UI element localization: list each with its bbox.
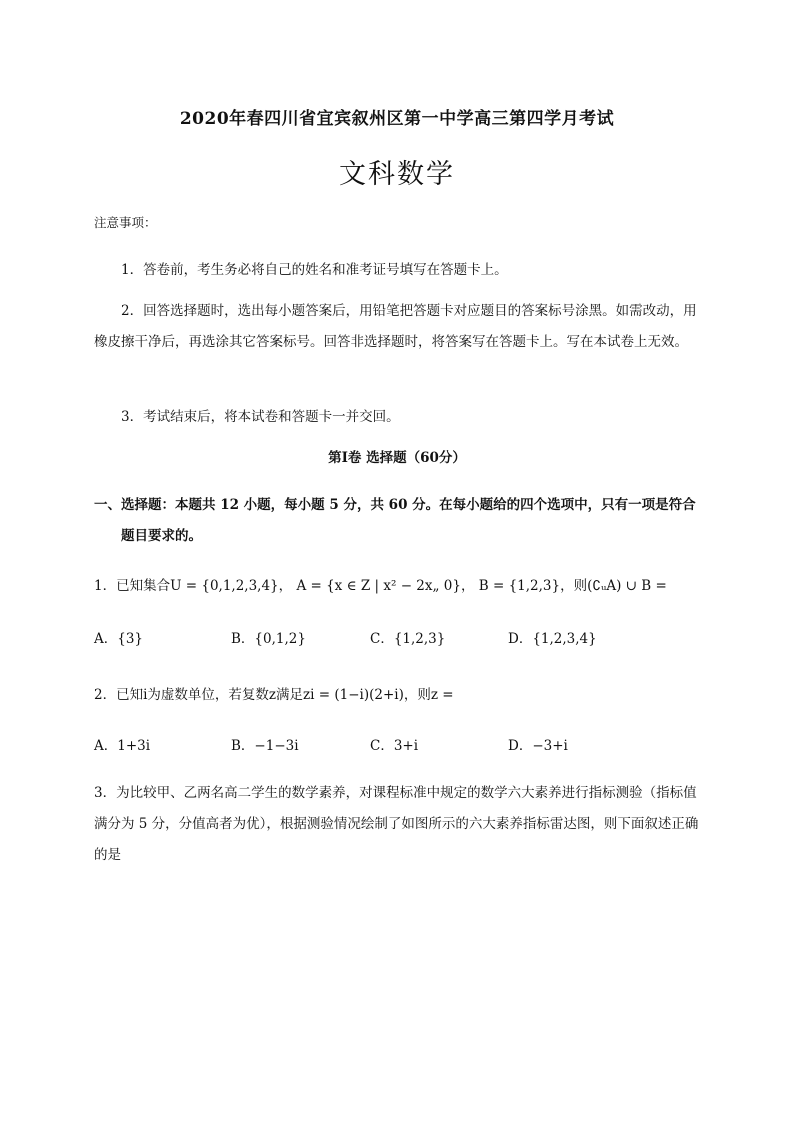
notice-item-2: 2．回答选择题时，选出每小题答案后，用铅笔把答题卡对应题目的答案标号涂黑。如需改动，用橡皮擦干净后，再选涂其它答案标号。回答非选择题时，将答案写在答题卡上。写在本试卷上无效。: [94, 303, 697, 350]
question-2-option-d: D．−3+i: [508, 738, 568, 754]
part-intro-line2: 题目要求的。: [121, 528, 202, 544]
notice-item-3: 3．考试结束后，将本试卷和答题卡一并交回。: [121, 409, 400, 425]
question-1-option-d: D．{1,2,3,4}: [508, 631, 597, 647]
question-2-stem: 2．已知i为虚数单位，若复数z满足zi = (1−i)(2+i)，则z =: [94, 687, 454, 703]
question-1-option-a: A．{3}: [94, 631, 144, 647]
question-2-option-a: A．1+3i: [94, 738, 151, 754]
part-intro-line1: 一、选择题：本题共 12 小题，每小题 5 分，共 60 分。在每小题给的四个选项中，只有一项是符合: [94, 497, 696, 513]
notice-item-1: 1．答卷前，考生务必将自己的姓名和准考证号填写在答题卡上。: [121, 262, 508, 278]
question-3-stem: 3．为比较甲、乙两名高二学生的数学素养，对课程标准中规定的数学六大素养进行指标测验（指标值满分为 5 分，分值高者为优），根据测验情况绘制了如图所示的六大素养指标雷达图，则下面叙述正确的是: [94, 785, 699, 863]
question-1-option-b: B．{0,1,2}: [231, 631, 306, 647]
section-title: 第Ⅰ卷 选择题（60分）: [328, 450, 466, 466]
exam-subject: 文科数学: [339, 159, 455, 190]
question-2-option-b: B．−1−3i: [231, 738, 299, 754]
question-2-option-c: C．3+i: [370, 738, 419, 754]
part-intro: [94, 490, 706, 552]
question-1-stem: 1．已知集合U = {0,1,2,3,4}， A = {x ∈ Z | x² − 2x„ 0}， B = {1,2,3}，则(∁ᵤA) ∪ B =: [94, 578, 667, 594]
question-1-option-c: C．{1,2,3}: [370, 631, 446, 647]
notice-title: 注意事项：: [94, 215, 157, 230]
exam-title: 2020年春四川省宜宾叙州区第一中学高三第四学月考试: [179, 109, 615, 129]
